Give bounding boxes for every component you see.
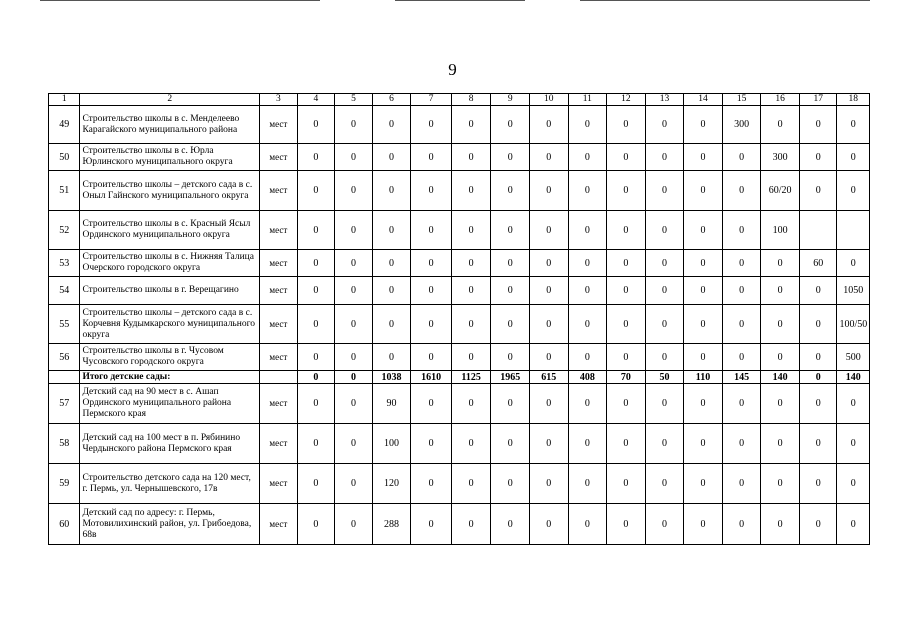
value-cell: 0 [530,424,569,464]
value-cell: 0 [491,305,530,344]
value-cell: 0 [684,305,723,344]
total-value: 1125 [451,371,491,384]
value-cell: 0 [761,277,800,305]
row-number: 57 [49,384,80,424]
value-cell: 0 [645,305,684,344]
value-cell: 0 [607,250,646,277]
row-number: 52 [49,211,80,250]
value-cell: 0 [297,106,335,144]
value-cell: 0 [335,424,373,464]
value-cell: 0 [491,277,530,305]
value-cell: 0 [297,464,335,504]
table-row [49,106,870,144]
value-cell: 0 [411,504,452,545]
value-cell: 0 [411,211,452,250]
unit-cell: мест [260,171,298,211]
value-cell: 0 [530,250,569,277]
value-cell: 0 [451,171,491,211]
total-value: 145 [722,371,761,384]
value-cell: 0 [297,250,335,277]
value-cell: 0 [335,211,373,250]
unit-cell: мест [260,250,298,277]
total-value: 0 [297,371,335,384]
total-value: 50 [645,371,684,384]
row-number: 51 [49,171,80,211]
value-cell: 90 [372,384,411,424]
value-cell: 0 [684,211,723,250]
row-number: 54 [49,277,80,305]
column-header: 17 [799,94,837,106]
value-cell: 0 [799,106,837,144]
column-header: 18 [837,94,870,106]
value-cell: 0 [568,144,607,171]
column-header: 8 [451,94,491,106]
value-cell: 0 [451,305,491,344]
total-value: 615 [530,371,569,384]
column-header: 1 [49,94,80,106]
total-value: 110 [684,371,723,384]
value-cell: 0 [530,344,569,371]
value-cell: 0 [451,464,491,504]
value-cell: 0 [684,384,723,424]
table-row [49,344,870,371]
total-row [49,371,870,384]
total-value: 0 [335,371,373,384]
value-cell: 0 [722,250,761,277]
table-row [49,277,870,305]
value-cell: 0 [837,384,870,424]
data-table [48,93,870,545]
value-cell: 0 [297,344,335,371]
value-cell: 0 [411,464,452,504]
value-cell: 0 [530,144,569,171]
value-cell: 0 [684,464,723,504]
value-cell: 0 [645,250,684,277]
value-cell: 0 [451,424,491,464]
value-cell: 120 [372,464,411,504]
value-cell: 0 [530,211,569,250]
value-cell: 100 [761,211,800,250]
value-cell: 500 [837,344,870,371]
value-cell: 0 [451,504,491,545]
value-cell: 288 [372,504,411,545]
value-cell: 0 [372,250,411,277]
unit-cell: мест [260,211,298,250]
value-cell: 0 [837,504,870,545]
value-cell: 0 [530,106,569,144]
table-row [49,384,870,424]
row-number: 53 [49,250,80,277]
value-cell: 0 [568,106,607,144]
table-row [49,464,870,504]
value-cell: 0 [372,344,411,371]
value-cell: 0 [645,424,684,464]
unit-cell: мест [260,384,298,424]
object-name: Детский сад по адресу: г. Пермь, Мотовилихинский район, ул. Грибоедова, 68в [80,504,260,545]
value-cell: 0 [568,171,607,211]
row-number: 58 [49,424,80,464]
scan-edge-line [395,0,525,1]
value-cell: 0 [568,504,607,545]
value-cell: 0 [645,106,684,144]
table-row [49,211,870,250]
value-cell: 0 [837,424,870,464]
value-cell: 0 [722,384,761,424]
value-cell: 0 [372,305,411,344]
value-cell: 0 [799,424,837,464]
value-cell: 0 [722,171,761,211]
unit-cell: мест [260,464,298,504]
value-cell: 0 [684,344,723,371]
value-cell: 0 [335,250,373,277]
value-cell: 0 [297,277,335,305]
column-header: 3 [260,94,298,106]
value-cell: 0 [684,424,723,464]
table-row [49,250,870,277]
value-cell: 0 [799,277,837,305]
row-number [49,371,80,384]
value-cell: 0 [607,504,646,545]
value-cell: 0 [411,106,452,144]
value-cell: 0 [684,171,723,211]
value-cell: 0 [491,171,530,211]
value-cell: 0 [722,344,761,371]
value-cell: 0 [335,171,373,211]
value-cell: 0 [645,211,684,250]
value-cell: 60 [799,250,837,277]
value-cell: 0 [530,305,569,344]
value-cell: 0 [491,424,530,464]
object-name: Строительство детского сада на 120 мест, г. Пермь, ул. Чернышевского, 17в [80,464,260,504]
value-cell: 0 [645,464,684,504]
value-cell: 0 [451,144,491,171]
value-cell: 0 [568,344,607,371]
value-cell: 0 [607,305,646,344]
value-cell: 0 [568,464,607,504]
column-header: 4 [297,94,335,106]
column-header: 16 [761,94,800,106]
value-cell: 0 [491,464,530,504]
value-cell: 0 [684,504,723,545]
value-cell: 0 [722,211,761,250]
column-header: 11 [568,94,607,106]
table-row [49,305,870,344]
header-row [49,94,870,106]
value-cell: 0 [372,211,411,250]
value-cell: 0 [799,305,837,344]
value-cell: 0 [411,305,452,344]
value-cell: 0 [761,384,800,424]
value-cell: 0 [491,250,530,277]
value-cell: 0 [568,211,607,250]
value-cell: 0 [761,344,800,371]
value-cell: 0 [335,305,373,344]
column-header: 12 [607,94,646,106]
object-name: Детский сад на 90 мест в с. Ашап Ординского муниципального района Пермского края [80,384,260,424]
unit-cell: мест [260,144,298,171]
value-cell: 0 [335,504,373,545]
value-cell: 0 [607,424,646,464]
value-cell: 0 [297,211,335,250]
row-number: 55 [49,305,80,344]
value-cell: 0 [799,144,837,171]
table-row [49,424,870,464]
page-number: 9 [448,60,457,79]
unit-cell: мест [260,424,298,464]
column-header: 13 [645,94,684,106]
value-cell: 0 [761,424,800,464]
value-cell: 0 [684,106,723,144]
unit-cell [260,371,298,384]
column-header: 5 [335,94,373,106]
value-cell: 100 [372,424,411,464]
total-label: Итого детские сады: [80,371,260,384]
value-cell: 0 [568,277,607,305]
value-cell: 0 [335,464,373,504]
value-cell: 0 [722,305,761,344]
total-value: 1610 [411,371,452,384]
value-cell: 0 [491,106,530,144]
object-name: Строительство школы в г. Верещагино [80,277,260,305]
unit-cell: мест [260,277,298,305]
value-cell: 0 [722,277,761,305]
value-cell: 0 [372,277,411,305]
value-cell: 0 [372,171,411,211]
object-name: Строительство школы – детского сада в с. Оныл Гайнского муниципального округа [80,171,260,211]
value-cell: 0 [607,144,646,171]
value-cell: 0 [607,106,646,144]
value-cell: 0 [491,344,530,371]
value-cell: 0 [645,171,684,211]
value-cell: 0 [722,424,761,464]
value-cell: 0 [411,344,452,371]
value-cell: 0 [607,464,646,504]
value-cell: 0 [684,144,723,171]
value-cell: 0 [335,277,373,305]
table-body [49,94,870,545]
value-cell: 0 [530,504,569,545]
object-name: Строительство школы в с. Нижняя Талица Очерского городского округа [80,250,260,277]
value-cell: 0 [684,250,723,277]
object-name: Детский сад на 100 мест в п. Рябинино Чердынского района Пермского края [80,424,260,464]
value-cell: 0 [568,384,607,424]
row-number: 50 [49,144,80,171]
value-cell: 0 [568,250,607,277]
value-cell: 0 [491,211,530,250]
table-row [49,504,870,545]
value-cell: 0 [411,277,452,305]
value-cell: 0 [530,384,569,424]
value-cell: 0 [837,106,870,144]
value-cell: 0 [411,424,452,464]
total-value: 1965 [491,371,530,384]
scan-edge-line [580,0,870,1]
value-cell: 60/20 [761,171,800,211]
value-cell: 0 [837,144,870,171]
value-cell: 0 [645,277,684,305]
total-value: 408 [568,371,607,384]
value-cell: 0 [411,250,452,277]
value-cell: 1050 [837,277,870,305]
value-cell: 100/50 [837,305,870,344]
unit-cell: мест [260,344,298,371]
value-cell: 0 [761,464,800,504]
value-cell [837,211,870,250]
value-cell: 0 [607,344,646,371]
column-header: 14 [684,94,723,106]
value-cell: 0 [411,171,452,211]
value-cell: 0 [799,504,837,545]
total-value: 1038 [372,371,411,384]
unit-cell: мест [260,106,298,144]
object-name: Строительство школы – детского сада в с. Корчевня Кудымкарского муниципального округа [80,305,260,344]
value-cell: 0 [297,424,335,464]
value-cell: 0 [837,464,870,504]
value-cell: 0 [451,277,491,305]
value-cell: 0 [761,504,800,545]
value-cell: 0 [297,504,335,545]
value-cell: 300 [722,106,761,144]
row-number: 60 [49,504,80,545]
total-value: 0 [799,371,837,384]
value-cell: 0 [451,211,491,250]
table-row [49,144,870,171]
value-cell: 0 [297,384,335,424]
value-cell: 0 [607,171,646,211]
table-row [49,171,870,211]
value-cell: 0 [568,305,607,344]
value-cell: 0 [451,250,491,277]
value-cell: 0 [451,344,491,371]
value-cell: 0 [645,384,684,424]
value-cell: 0 [530,171,569,211]
value-cell: 0 [761,106,800,144]
row-number: 49 [49,106,80,144]
unit-cell: мест [260,504,298,545]
value-cell: 0 [530,277,569,305]
object-name: Строительство школы в с. Менделеево Карагайского муниципального района [80,106,260,144]
value-cell: 0 [645,504,684,545]
value-cell: 0 [607,384,646,424]
total-value: 140 [761,371,800,384]
value-cell: 0 [799,344,837,371]
value-cell: 0 [491,384,530,424]
value-cell: 0 [722,144,761,171]
value-cell: 0 [335,106,373,144]
value-cell: 0 [451,106,491,144]
object-name: Строительство школы в г. Чусовом Чусовского городского округа [80,344,260,371]
row-number: 59 [49,464,80,504]
value-cell: 0 [761,305,800,344]
value-cell: 0 [645,344,684,371]
column-header: 7 [411,94,452,106]
object-name: Строительство школы в с. Юрла Юрлинского муниципального округа [80,144,260,171]
column-header: 10 [530,94,569,106]
total-value: 140 [837,371,870,384]
value-cell: 0 [684,277,723,305]
value-cell: 0 [411,144,452,171]
value-cell: 0 [722,504,761,545]
column-header: 6 [372,94,411,106]
value-cell: 0 [837,250,870,277]
value-cell: 300 [761,144,800,171]
row-number: 56 [49,344,80,371]
value-cell [799,211,837,250]
value-cell: 0 [645,144,684,171]
value-cell: 0 [799,464,837,504]
value-cell: 0 [491,144,530,171]
value-cell: 0 [297,144,335,171]
value-cell: 0 [761,250,800,277]
value-cell: 0 [297,171,335,211]
value-cell: 0 [607,277,646,305]
value-cell: 0 [372,106,411,144]
scan-edge-line [40,0,320,1]
value-cell: 0 [451,384,491,424]
object-name: Строительство школы в с. Красный Ясыл Ординского муниципального округа [80,211,260,250]
value-cell: 0 [568,424,607,464]
value-cell: 0 [335,384,373,424]
value-cell: 0 [335,344,373,371]
value-cell: 0 [799,171,837,211]
value-cell: 0 [372,144,411,171]
column-header: 2 [80,94,260,106]
value-cell: 0 [799,384,837,424]
value-cell: 0 [607,211,646,250]
value-cell: 0 [335,144,373,171]
value-cell: 0 [491,504,530,545]
value-cell: 0 [297,305,335,344]
value-cell: 0 [722,464,761,504]
value-cell: 0 [837,171,870,211]
unit-cell: мест [260,305,298,344]
value-cell: 0 [411,384,452,424]
total-value: 70 [607,371,646,384]
column-header: 15 [722,94,761,106]
column-header: 9 [491,94,530,106]
value-cell: 0 [530,464,569,504]
